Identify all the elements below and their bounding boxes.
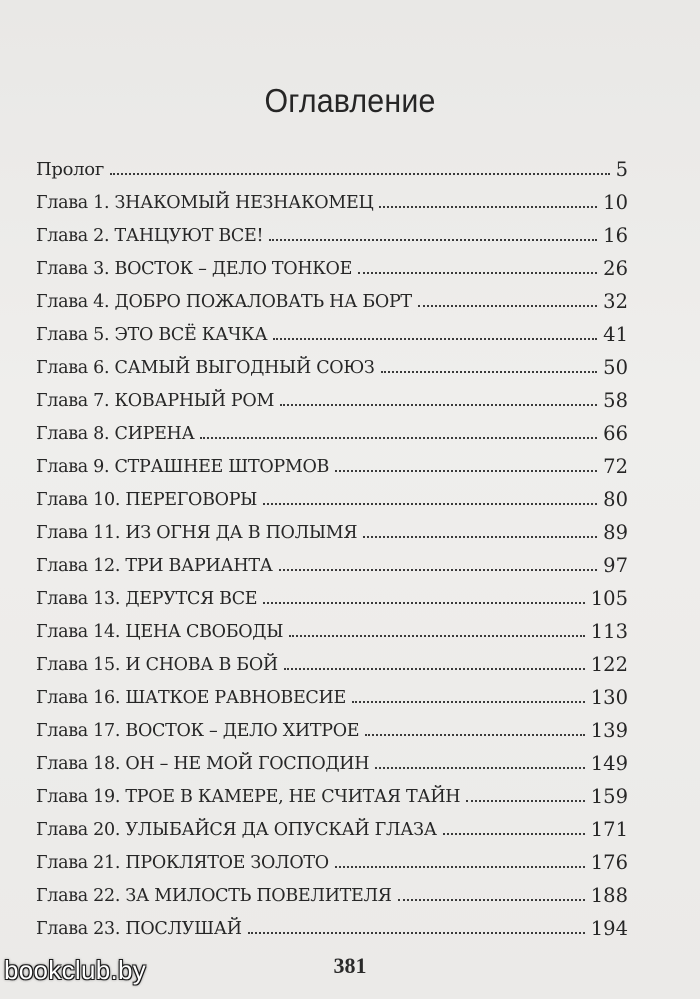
toc-entry xyxy=(36,344,628,377)
toc-entry-label: Глава 10. ПЕРЕГОВОРЫ xyxy=(36,489,258,510)
toc-entry-label: Глава 19. ТРОЕ В КАМЕРЕ, НЕ СЧИТАЯ ТАЙН xyxy=(36,786,461,807)
toc-entry-page: 130 xyxy=(590,685,628,709)
toc-entry-page: 105 xyxy=(590,586,628,610)
toc-entry-page: 32 xyxy=(603,289,628,313)
dot-leader xyxy=(398,899,585,901)
dot-leader xyxy=(289,635,585,637)
dot-leader xyxy=(284,668,585,670)
toc-entry xyxy=(36,179,628,212)
dot-leader xyxy=(335,470,597,472)
dot-leader xyxy=(418,305,597,307)
toc-entry-label: Глава 18. ОН – НЕ МОЙ ГОСПОДИН xyxy=(36,753,370,774)
toc-entry-label: Глава 5. ЭТО ВСЁ КАЧКА xyxy=(36,324,268,345)
dot-leader xyxy=(269,239,597,241)
toc-entry-label: Глава 4. ДОБРО ПОЖАЛОВАТЬ НА БОРТ xyxy=(36,291,412,312)
toc-entry xyxy=(36,575,628,608)
toc-entry-label: Глава 17. ВОСТОК – ДЕЛО ХИТРОЕ xyxy=(36,720,360,741)
toc-entry-page: 26 xyxy=(603,256,628,280)
dot-leader xyxy=(466,800,585,802)
toc-entry-page: 58 xyxy=(603,388,628,412)
toc-entry xyxy=(36,509,628,542)
dot-leader xyxy=(358,272,597,274)
dot-leader xyxy=(375,767,585,769)
dot-leader xyxy=(279,569,598,571)
toc-entry-label: Глава 8. СИРЕНА xyxy=(36,423,195,444)
toc-entry-label: Глава 13. ДЕРУТСЯ ВСЕ xyxy=(36,588,258,609)
toc-entry xyxy=(36,608,628,641)
dot-leader xyxy=(280,404,597,406)
toc-entry xyxy=(36,377,628,410)
toc-entry-label: Пролог xyxy=(36,159,104,180)
toc-entry-page: 66 xyxy=(603,421,628,445)
toc-entry-label: Глава 22. ЗА МИЛОСТЬ ПОВЕЛИТЕЛЯ xyxy=(36,885,392,906)
toc-entry-page: 113 xyxy=(590,619,628,643)
toc-entry-label: Глава 11. ИЗ ОГНЯ ДА В ПОЛЫМЯ xyxy=(36,522,358,543)
toc-entry xyxy=(36,674,628,707)
page-number: 381 xyxy=(333,953,367,978)
toc-entry-page: 97 xyxy=(603,553,628,577)
toc-entry-label: Глава 12. ТРИ ВАРИАНТА xyxy=(36,555,273,576)
dot-leader xyxy=(248,932,585,934)
dot-leader xyxy=(200,437,597,439)
toc-entry xyxy=(36,740,628,773)
dot-leader xyxy=(363,536,597,538)
toc-entry xyxy=(36,806,628,839)
dot-leader xyxy=(443,833,585,835)
toc-entry-page: 171 xyxy=(590,817,628,841)
watermark: bookclub.by xyxy=(4,955,147,985)
toc-entry-label: Глава 15. И СНОВА В БОЙ xyxy=(36,654,278,675)
toc-entry-page: 89 xyxy=(603,520,628,544)
dot-leader xyxy=(365,734,585,736)
dot-leader xyxy=(335,866,585,868)
toc-entry-label: Глава 14. ЦЕНА СВОБОДЫ xyxy=(36,621,284,642)
toc-entry-label: Глава 23. ПОСЛУШАЙ xyxy=(36,918,242,939)
toc-entry-page: 80 xyxy=(603,487,628,511)
toc-entry-label: Глава 7. КОВАРНЫЙ РОМ xyxy=(36,390,275,411)
dot-leader xyxy=(110,173,610,175)
dot-leader xyxy=(273,338,597,340)
table-of-contents xyxy=(36,146,628,938)
toc-entry xyxy=(36,476,628,509)
toc-entry xyxy=(36,773,628,806)
toc-entry-page: 176 xyxy=(590,850,628,874)
toc-entry-page: 16 xyxy=(603,223,628,247)
dot-leader xyxy=(263,602,584,604)
toc-entry xyxy=(36,641,628,674)
toc-entry-label: Глава 21. ПРОКЛЯТОЕ ЗОЛОТО xyxy=(36,852,329,873)
toc-entry xyxy=(36,278,628,311)
toc-entry-page: 149 xyxy=(590,751,628,775)
dot-leader xyxy=(263,503,597,505)
dot-leader xyxy=(352,701,585,703)
toc-entry-label: Глава 9. СТРАШНЕЕ ШТОРМОВ xyxy=(36,456,330,477)
toc-entry-page: 159 xyxy=(590,784,628,808)
toc-entry-page: 50 xyxy=(603,355,628,379)
toc-entry-label: Глава 1. ЗНАКОМЫЙ НЕЗНАКОМЕЦ xyxy=(36,192,374,213)
toc-entry xyxy=(36,245,628,278)
toc-entry-page: 194 xyxy=(590,916,628,940)
toc-entry-page: 188 xyxy=(590,883,628,907)
dot-leader xyxy=(381,371,598,373)
toc-entry xyxy=(36,542,628,575)
toc-entry xyxy=(36,443,628,476)
toc-entry-page: 72 xyxy=(603,454,628,478)
toc-entry-page: 10 xyxy=(603,190,628,214)
toc-entry xyxy=(36,410,628,443)
toc-entry-page: 5 xyxy=(615,157,628,181)
toc-entry-label: Глава 3. ВОСТОК – ДЕЛО ТОНКОЕ xyxy=(36,258,353,279)
dot-leader xyxy=(379,206,597,208)
toc-entry-label: Глава 2. ТАНЦУЮТ ВСЕ! xyxy=(36,225,264,246)
toc-entry xyxy=(36,146,628,179)
toc-entry-label: Глава 6. САМЫЙ ВЫГОДНЫЙ СОЮЗ xyxy=(36,357,375,378)
toc-entry-page: 41 xyxy=(603,322,628,346)
toc-entry-page: 122 xyxy=(590,652,628,676)
page-title: Оглавление xyxy=(264,82,436,119)
toc-entry xyxy=(36,212,628,245)
toc-entry xyxy=(36,311,628,344)
toc-entry-label: Глава 16. ШАТКОЕ РАВНОВЕСИЕ xyxy=(36,687,346,708)
toc-entry xyxy=(36,839,628,872)
toc-entry xyxy=(36,872,628,905)
toc-entry-label: Глава 20. УЛЫБАЙСЯ ДА ОПУСКАЙ ГЛАЗА xyxy=(36,819,437,840)
toc-entry xyxy=(36,905,628,938)
toc-entry-page: 139 xyxy=(590,718,628,742)
toc-entry xyxy=(36,707,628,740)
